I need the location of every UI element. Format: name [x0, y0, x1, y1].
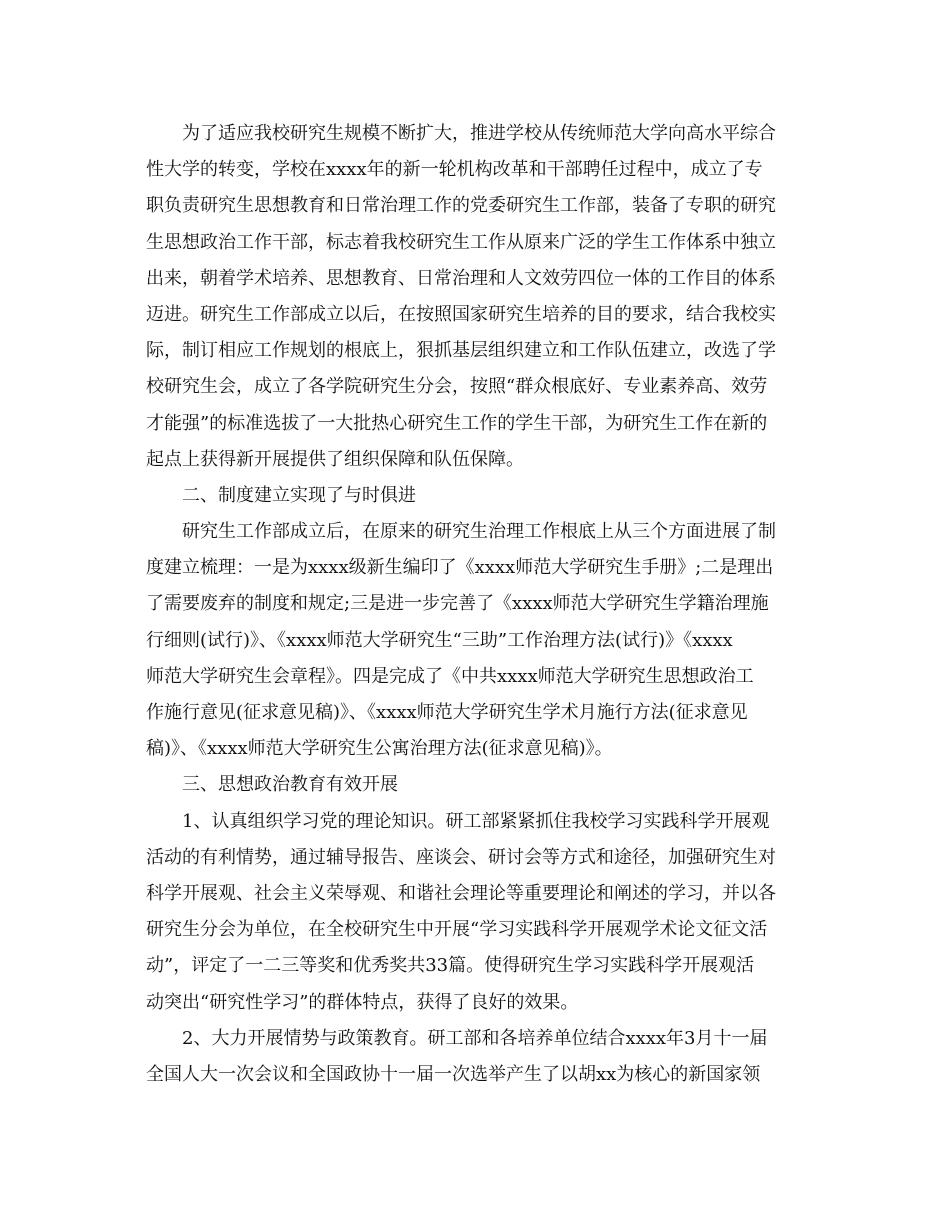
- text-line: 才能强”的标准选拔了一大批热心研究生工作的学生干部，为研究生工作在新的: [146, 412, 768, 434]
- text-line: 师范大学研究生会章程》。四是完成了《中共xxxx师范大学研究生思想政治工: [146, 665, 754, 687]
- text-line: 动突出“研究性学习”的群体特点，获得了良好的效果。: [146, 991, 579, 1013]
- text-line: 为了适应我校研究生规模不断扩大，推进学校从传统师范大学向高水平综合: [182, 123, 776, 144]
- text-line: 校研究生会，成立了各学院研究生分会，按照“群众根底好、专业素养高、效劳: [146, 376, 768, 398]
- text-line: 了需要废弃的制度和规定;三是进一步完善了《xxxx师范大学研究生学籍治理施: [146, 593, 769, 615]
- section-heading: 二、制度建立实现了与时俱进: [182, 484, 416, 506]
- text-line: 迈进。研究生工作部成立以后，在按照国家研究生培养的目的要求，结合我校实: [146, 303, 776, 325]
- text-line: 起点上获得新开展提供了组织保障和队伍保障。: [146, 448, 524, 470]
- text-line: 2、大力开展情势与政策教育。研工部和各培养单位结合xxxx年3月十一届: [182, 1027, 768, 1049]
- text-line: 行细则(试行)》、《xxxx师范大学研究生“三助”工作治理方法(试行)》《xxxx: [146, 629, 733, 651]
- text-line: 活动的有利情势，通过辅导报告、座谈会、研讨会等方式和途径，加强研究生对: [146, 846, 776, 868]
- text-line: 研究生分会为单位，在全校研究生中开展“学习实践科学开展观学术论文征文活: [146, 919, 768, 941]
- text-line: 研究生工作部成立后，在原来的研究生治理工作根底上从三个方面进展了制: [182, 521, 776, 543]
- text-line: 性大学的转变，学校在xxxx年的新一轮机构改革和干部聘任过程中，成立了专: [146, 159, 763, 181]
- text-line: 生思想政治工作干部，标志着我校研究生工作从原来广泛的学生工作体系中独立: [146, 231, 776, 253]
- text-line: 际，制订相应工作规划的根底上，狠抓基层组织建立和工作队伍建立，改选了学: [146, 340, 776, 362]
- document-body: [146, 116, 806, 1093]
- text-line: 度建立梳理：一是为xxxx级新生编印了《xxxx师范大学研究生手册》;二是理出: [146, 557, 774, 579]
- text-line: 稿)》、《xxxx师范大学研究生公寓治理方法(征求意见稿)》。: [146, 738, 613, 760]
- text-line: 出来，朝着学术培养、思想教育、日常治理和人文效劳四位一体的工作目的体系: [146, 267, 776, 289]
- text-line: 1、认真组织学习党的理论知识。研工部紧紧抓住我校学习实践科学开展观: [182, 810, 770, 832]
- text-line: 科学开展观、社会主义荣辱观、和谐社会理论等重要理论和阐述的学习，并以各: [146, 882, 776, 904]
- text-line: 动”，评定了一二三等奖和优秀奖共33篇。使得研究生学习实践科学开展观活: [146, 955, 755, 977]
- text-line: 全国人大一次会议和全国政协十一届一次选举产生了以胡xx为核心的新国家领: [146, 1063, 761, 1085]
- section-heading: 三、思想政治教育有效开展: [182, 774, 398, 796]
- text-line: 作施行意见(征求意见稿)》、《xxxx师范大学研究生学术月施行方法(征求意见: [146, 702, 748, 723]
- text-line: 职负责研究生思想教育和日常治理工作的党委研究生工作部，装备了专职的研究: [146, 195, 776, 217]
